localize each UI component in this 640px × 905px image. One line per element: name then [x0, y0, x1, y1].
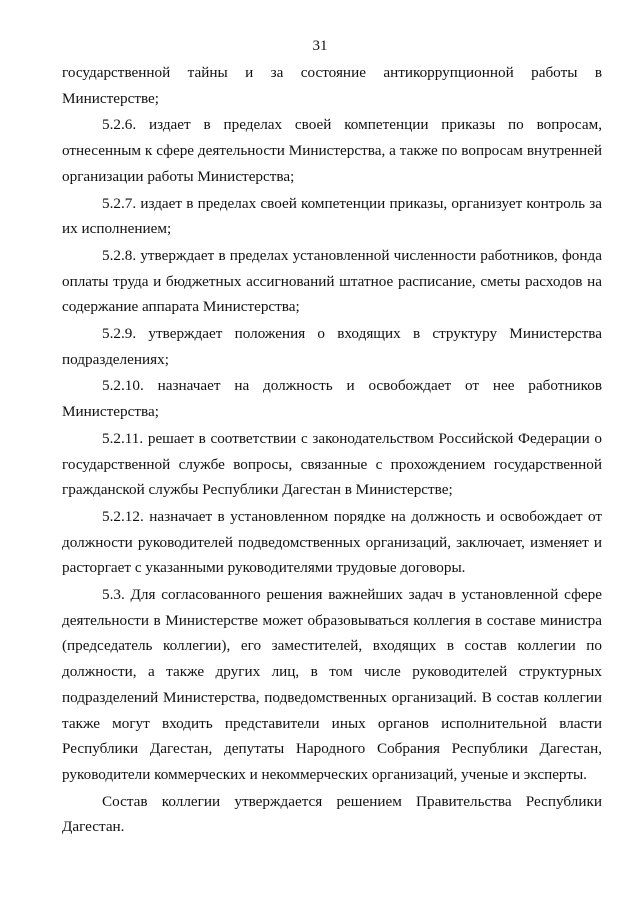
- paragraph-collegium-composition: Состав коллегии утверждается решением Правительства Республики Дагестан.: [62, 792, 602, 836]
- paragraph-5-2-8: 5.2.8. утверждает в пределах установленной численности работников, фонда оплаты труда и бюджетных ассигнований штатное расписание, сметы расходов на содержание аппарата Министерства;: [62, 246, 602, 316]
- paragraph-5-2-7: 5.2.7. издает в пределах своей компетенции приказы, организует контроль за их исполнением;: [62, 194, 602, 238]
- paragraph-5-2-11: 5.2.11. решает в соответствии с законодательством Российской Федерации о государственной службе вопросы, связанные с прохождением государственной гражданской службы Республики Дагестан в Министерстве;: [62, 429, 602, 499]
- document-body: [62, 60, 602, 840]
- paragraph-5-2-10: 5.2.10. назначает на должность и освобождает от нее работников Министерства;: [62, 377, 602, 421]
- paragraph-continuation: государственной тайны и за состояние антикоррупционной работы в Министерстве;: [62, 64, 602, 107]
- paragraph-5-2-12: 5.2.12. назначает в установленном порядке на должность и освобождает от должности руководителей подведомственных организаций, заключает, изменяет и расторгает с указанными руководителями трудовые договоры.: [62, 507, 602, 577]
- paragraph-5-2-9: 5.2.9. утверждает положения о входящих в структуру Министерства подразделениях;: [62, 325, 602, 368]
- paragraph-5-3: 5.3. Для согласованного решения важнейших задач в установленной сфере деятельности в Министерстве может образовываться коллегия в составе министра (председатель коллегии), его заместителей, входящих в состав коллегии по должности, а также других лиц, в том числе руководителей структурных подразделений Министерства, подведомственных организаций. В состав коллегии также могут входить представители иных органов исполнительной власти Республики Дагестан, депутаты Народного Собрания Республики Дагестан, руководители коммерческих и некоммерческих организаций, ученые и эксперты.: [62, 586, 602, 783]
- paragraph-5-2-6: 5.2.6. издает в пределах своей компетенции приказы по вопросам, отнесенным к сфере деятельности Министерства, а также по вопросам внутренней организации работы Министерства;: [62, 116, 602, 185]
- page-number: 31: [312, 38, 328, 54]
